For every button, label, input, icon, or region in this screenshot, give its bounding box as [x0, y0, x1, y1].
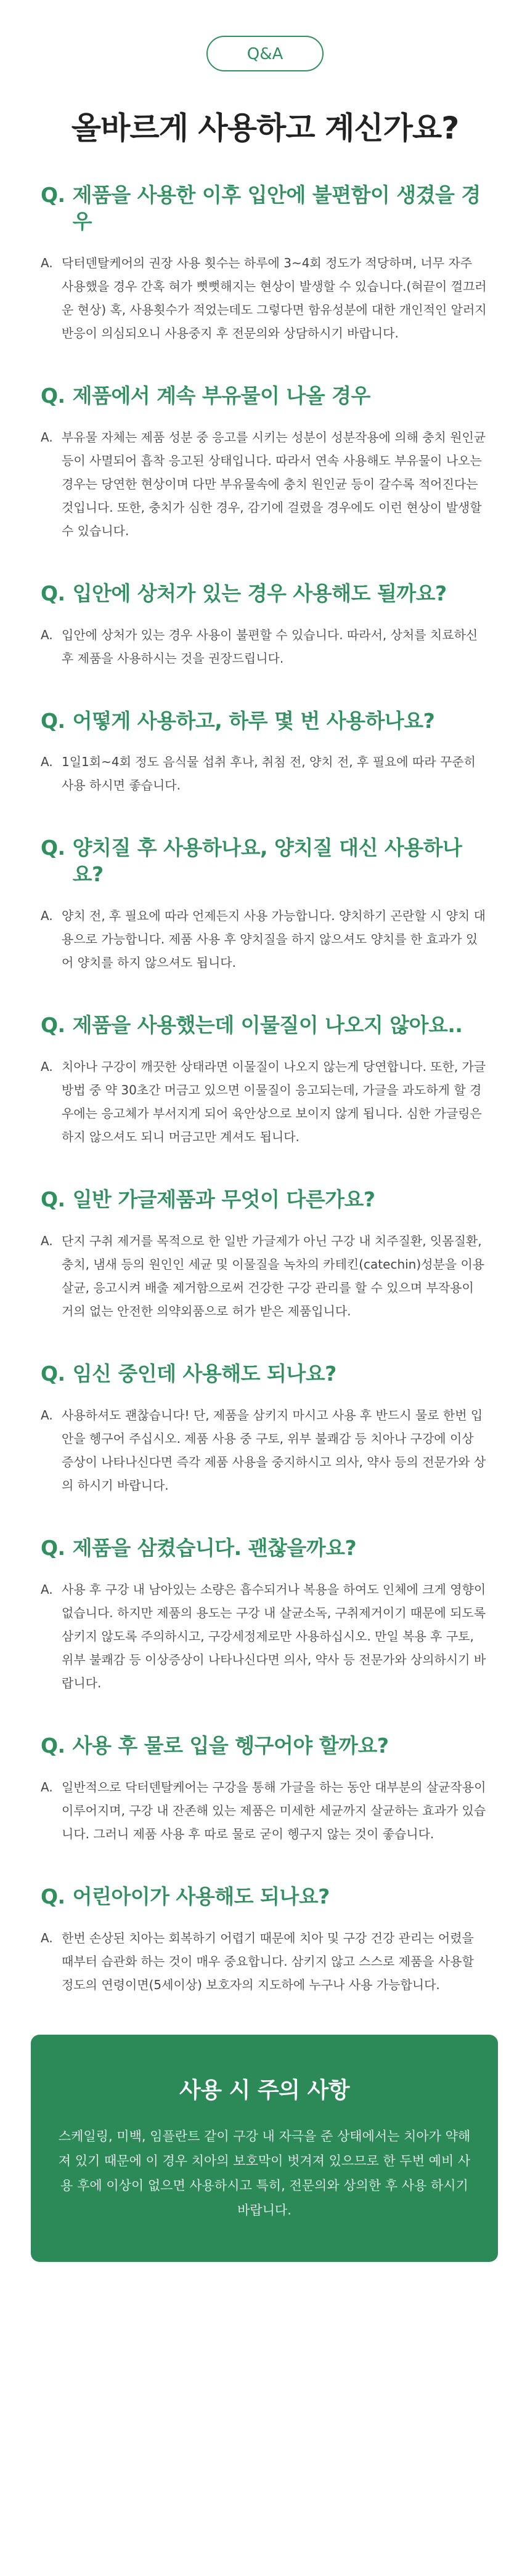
question-prefix: Q.	[41, 1013, 65, 1038]
faq-item	[41, 1884, 492, 1997]
faq-item	[41, 1361, 492, 1497]
faq-question	[41, 708, 492, 735]
faq-item	[41, 182, 492, 345]
faq-item	[41, 581, 492, 670]
question-text: 제품을 사용한 이후 입안에 불편함이 생겼을 경우	[72, 183, 481, 233]
question-prefix: Q.	[41, 1535, 65, 1560]
question-text: 제품을 삼켰습니다. 괜찮을까요?	[72, 1535, 357, 1560]
answer-text: 사용하셔도 괜찮습니다! 단, 제품을 삼키지 마시고 사용 후 반드시 물로 한번 입안을 헹구어 주십시오. 제품 사용 중 구토, 위부 불쾌감 등 치아나 구강에 이상 증상이 나타나신다면 즉각 제품 사용을 중지하시고 의사, 약사 등의 전문가와 상의 하시기 바랍니다.	[62, 1407, 486, 1493]
question-prefix: Q.	[41, 581, 65, 605]
qa-badge: Q&A	[206, 36, 324, 71]
question-prefix: Q.	[41, 383, 65, 408]
faq-answer	[41, 1775, 492, 1846]
faq-question	[41, 1361, 492, 1387]
question-prefix: Q.	[41, 836, 65, 860]
faq-answer	[41, 623, 492, 670]
faq-answer	[41, 904, 492, 974]
answer-text: 단지 구취 제거를 목적으로 한 일반 가글제가 아닌 구강 내 치주질환, 잇몸질환, 충치, 냄새 등의 원인인 세균 및 이물질을 녹차의 카테킨(catechin)성분을 이용 살균, 응고시켜 배출 제거함으로써 건강한 구강 관리를 할 수 있으며 부작용이 거의 없는 안전한 의약외품으로 허가 받은 제품입니다.	[62, 1233, 485, 1319]
faq-question	[41, 182, 492, 235]
faq-question	[41, 835, 492, 888]
answer-prefix: A.	[41, 1233, 53, 1249]
question-prefix: Q.	[41, 183, 65, 207]
faq-question	[41, 581, 492, 607]
faq-answer	[41, 750, 492, 797]
question-prefix: Q.	[41, 708, 65, 733]
answer-prefix: A.	[41, 1930, 53, 1945]
answer-prefix: A.	[41, 255, 53, 270]
faq-question	[41, 1884, 492, 1910]
question-prefix: Q.	[41, 1362, 65, 1386]
faq-answer	[41, 1578, 492, 1695]
faq-answer	[41, 251, 492, 345]
faq-item	[41, 1187, 492, 1323]
question-text: 일반 가글제품과 무엇이 다른가요?	[72, 1187, 375, 1212]
faq-question	[41, 1535, 492, 1562]
faq-item	[41, 1535, 492, 1695]
question-text: 임신 중인데 사용해도 되나요?	[72, 1362, 336, 1386]
faq-answer	[41, 1403, 492, 1497]
faq-answer	[41, 1055, 492, 1149]
answer-prefix: A.	[41, 627, 53, 642]
faq-question	[41, 1187, 492, 1213]
question-text: 입안에 상처가 있는 경우 사용해도 될까요?	[72, 581, 447, 605]
answer-prefix: A.	[41, 1779, 53, 1795]
question-prefix: Q.	[41, 1733, 65, 1758]
faq-item	[41, 835, 492, 974]
faq-list	[0, 182, 530, 1997]
question-text: 어린아이가 사용해도 되나요?	[72, 1884, 330, 1908]
faq-question	[41, 1733, 492, 1759]
question-prefix: Q.	[41, 1884, 65, 1908]
page-title: 올바르게 사용하고 계신가요?	[71, 110, 459, 146]
answer-prefix: A.	[41, 1407, 53, 1423]
badge-wrap	[0, 36, 530, 71]
caution-body: 스케일링, 미백, 임플란트 같이 구강 내 자극을 준 상태에서는 치아가 약해져 있기 때문에 이 경우 치아의 보호막이 벗겨져 있으므로 한 두번 예비 사용 후에 이상이 없으면 사용하시고 특히, 전문의와 상의한 후 사용 하시기 바랍니다.	[58, 2128, 471, 2218]
answer-text: 닥터덴탈케어의 권장 사용 횟수는 하루에 3~4회 정도가 적당하며, 너무 자주 사용했을 경우 간혹 혀가 뻣뻣해지는 현상이 발생할 수 있습니다.(혀끝이 껄끄러운 현상) 혹, 사용횟수가 적었는데도 그렇다면 함유성분에 대한 개인적인 알러지 반응이 의심되오니 사용중지 후 전문의와 상담하시기 바랍니다.	[62, 255, 487, 341]
answer-text: 사용 후 구강 내 남아있는 소량은 흡수되거나 복용을 하여도 인체에 크게 영향이 없습니다. 하지만 제품의 용도는 구강 내 살균소독, 구취제거이기 때문에 되도록 삼키지 않도록 주의하시고, 구강세정제로만 사용하십시오. 만일 복용 후 구토, 위부 불쾌감 등 이상증상이 나타나신다면 의사, 약사 등 전문가와 상의하시기 바랍니다.	[62, 1581, 486, 1690]
answer-prefix: A.	[41, 754, 53, 770]
answer-prefix: A.	[41, 1059, 53, 1075]
faq-answer	[41, 1229, 492, 1323]
question-text: 사용 후 물로 입을 헹구어야 할까요?	[72, 1733, 389, 1758]
faq-answer	[41, 426, 492, 543]
answer-text: 입안에 상처가 있는 경우 사용이 불편할 수 있습니다. 따라서, 상처를 치료하신 후 제품을 사용하시는 것을 권장드립니다.	[62, 627, 478, 666]
question-text: 어떻게 사용하고, 하루 몇 번 사용하나요?	[72, 708, 435, 733]
faq-item	[41, 708, 492, 797]
faq-question	[41, 1012, 492, 1039]
faq-item	[41, 1733, 492, 1846]
caution-box	[31, 2035, 498, 2262]
answer-text: 일반적으로 닥터덴탈케어는 구강을 통해 가글을 하는 동안 대부분의 살균작용이 이루어지며, 구강 내 잔존해 있는 제품은 미세한 세균까지 살균하는 효과가 있습니다. 그러니 제품 사용 후 따로 물로 굳이 헹구지 않는 것이 좋습니다.	[62, 1779, 486, 1841]
answer-text: 양치 전, 후 필요에 따라 언제든지 사용 가능합니다. 양치하기 곤란할 시 양치 대용으로 가능합니다. 제품 사용 후 양치질을 하지 않으셔도 양치를 한 효과가 있어 양치를 하지 않으셔도 됩니다.	[62, 908, 486, 971]
question-text: 제품에서 계속 부유물이 나올 경우	[72, 383, 370, 408]
answer-text: 치아나 구강이 깨끗한 상태라면 이물질이 나오지 않는게 당연합니다. 또한, 가글 방법 중 약 30초간 머금고 있으면 이물질이 응고되는데, 가글을 과도하게 할 경우에는 응고체가 부서지게 되어 육안상으로 보이지 않게 됩니다. 심한 가글링은 하지 않으셔도 되니 머금고만 계셔도 됩니다.	[62, 1059, 486, 1145]
answer-prefix: A.	[41, 908, 53, 924]
question-text: 제품을 사용했는데 이물질이 나오지 않아요..	[72, 1013, 463, 1038]
question-text: 양치질 후 사용하나요, 양치질 대신 사용하나요?	[72, 836, 462, 887]
faq-answer	[41, 1926, 492, 1997]
caution-title: 사용 시 주의 사항	[179, 2077, 350, 2103]
answer-text: 한번 손상된 치아는 회복하기 어렵기 때문에 치아 및 구강 건강 관리는 어렸을 때부터 습관화 하는 것이 매우 중요합니다. 삼키지 않고 스스로 제품을 사용할 정도의 연령이면(5세이상) 보호자의 지도하에 누구나 사용 가능합니다.	[62, 1930, 474, 1992]
faq-question	[41, 383, 492, 410]
faq-item	[41, 1012, 492, 1149]
answer-prefix: A.	[41, 429, 53, 445]
answer-prefix: A.	[41, 1581, 53, 1597]
question-prefix: Q.	[41, 1187, 65, 1212]
faq-item	[41, 383, 492, 543]
answer-text: 부유물 자체는 제품 성분 중 응고를 시키는 성분이 성분작용에 의해 충치 원인균 등이 사멸되어 흡착 응고된 상태입니다. 따라서 연속 사용해도 부유물이 나오는 경우는 당연한 현상이며 다만 부유물속에 충치 원인균 등이 갈수록 적어진다는 것입니다. 또한, 충치가 심한 경우, 감기에 걸렸을 경우에도 이런 현상이 발생할 수 있습니다.	[62, 429, 486, 538]
answer-text: 1일1회~4회 정도 음식물 섭취 후나, 취침 전, 양치 전, 후 필요에 따라 꾸준히 사용 하시면 좋습니다.	[62, 754, 476, 793]
